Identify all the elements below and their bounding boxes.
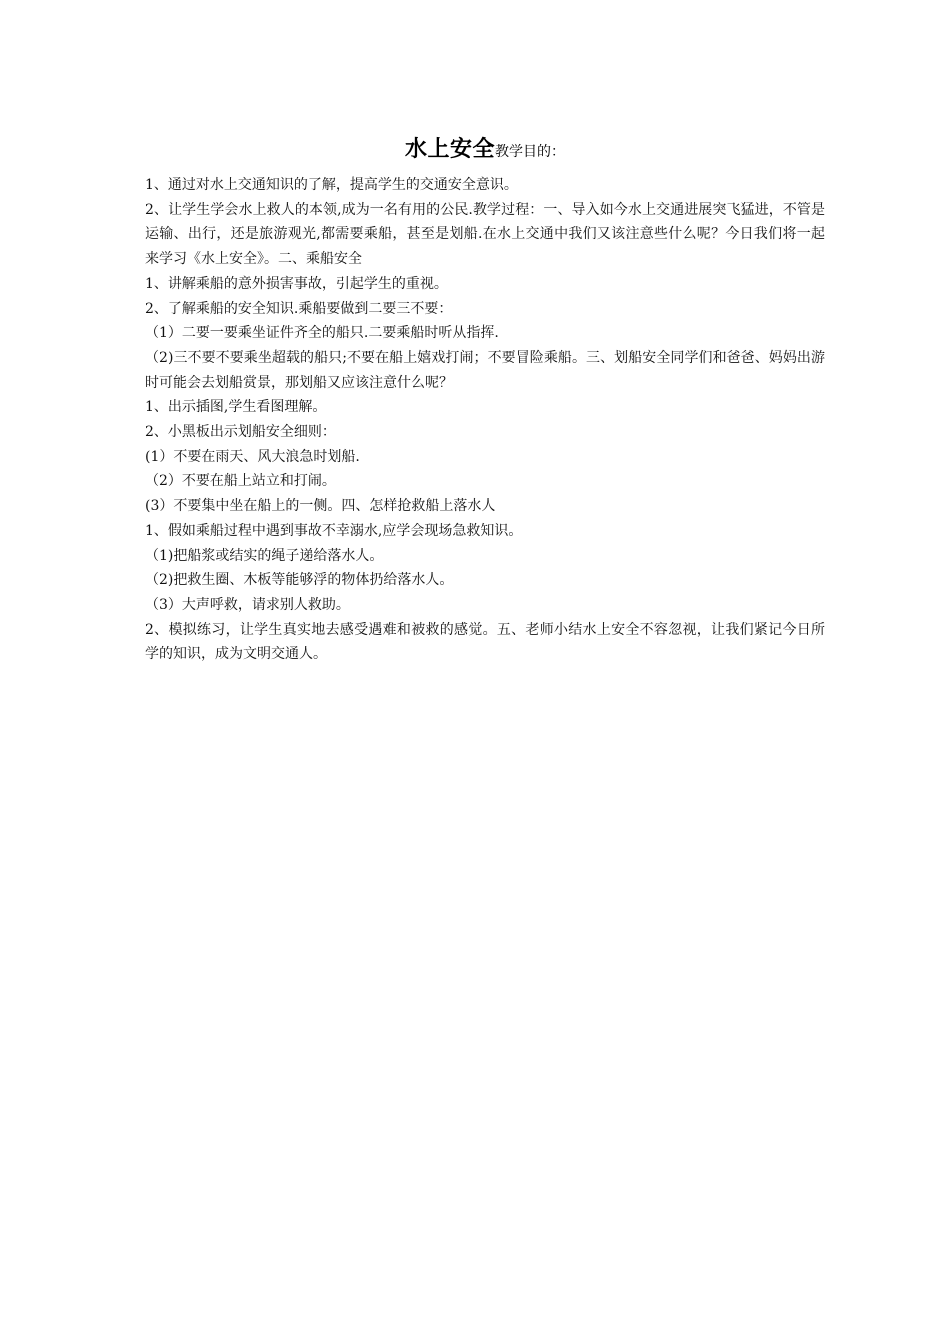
paragraph: (3）不要集中坐在船上的一侧。四、怎样抢救船上落水人 [145,498,496,515]
paragraph: 2、模拟练习，让学生真实地去感受遇难和被救的感觉。五、老师小结水上安全不容忽视，让我们紧记今日所学的知识，成为文明交通人。 [145,621,825,663]
paragraph: （2)把救生圈、木板等能够浮的物体扔给落水人。 [145,572,454,589]
teaching-objective-heading: 教学目的： [495,144,565,160]
document-title: 水上安全 [404,137,495,162]
paragraph: 1、假如乘船过程中遇到事故不幸溺水,应学会现场急救知识。 [145,522,523,539]
paragraph: 2、让学生学会水上救人的本领,成为一名有用的公民.教学过程：一、导入如今水上交通进展突飞猛进，不管是运输、出行，还是旅游观光,都需要乘船，甚至是划船.在水上交通中我们又该注意些什么呢？今日我们将一起来学习《水上安全》。二、乘船安全 [145,201,825,268]
paragraph: （2)三不要不要乘坐超载的船只;不要在船上嬉戏打闹；不要冒险乘船。三、划船安全同学们和爸爸、妈妈出游时可能会去划船赏景，那划船又应该注意什么呢？ [145,349,825,391]
paragraph: （1）二要一要乘坐证件齐全的船只.二要乘船时听从指挥. [145,325,499,342]
paragraph: （2）不要在船上站立和打闹。 [145,473,336,490]
paragraph: 2、了解乘船的安全知识.乘船要做到二要三不要： [145,300,453,317]
document-title-line [145,132,825,163]
paragraph: （1)把船浆或结实的绳子递给落水人。 [145,547,384,564]
document-body [145,173,825,667]
paragraph: (1）不要在雨天、风大浪急时划船. [145,448,360,465]
paragraph: 1、讲解乘船的意外损害事故，引起学生的重视。 [145,275,448,292]
paragraph: 1、出示插图,学生看图理解。 [145,399,327,416]
paragraph: （3）大声呼救，请求别人救助。 [145,596,350,613]
paragraph: 1、通过对水上交通知识的了解，提高学生的交通安全意识。 [145,177,518,193]
paragraph: 2、小黑板出示划船安全细则： [145,424,336,441]
